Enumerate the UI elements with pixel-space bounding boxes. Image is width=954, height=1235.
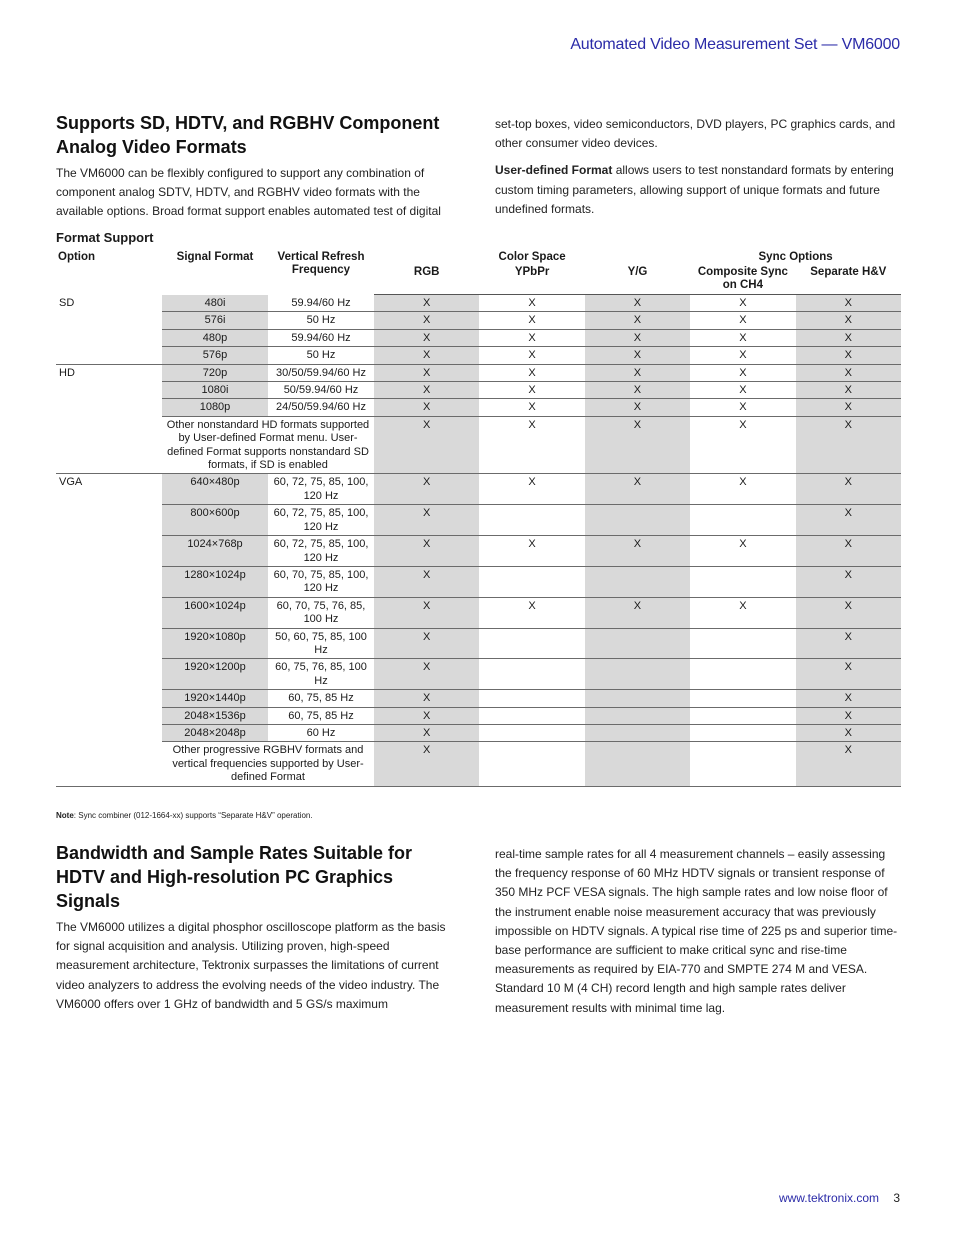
table-row <box>56 724 901 741</box>
cell-composite-sync <box>690 707 795 724</box>
cell-vertical-refresh: 50 Hz <box>268 347 374 364</box>
cell-composite-sync <box>690 566 795 597</box>
cell-vertical-refresh: 60, 75, 85 Hz <box>268 707 374 724</box>
cell-composite-sync: X <box>690 295 795 312</box>
cell-signal-format: 576p <box>162 347 268 364</box>
user-defined-format-term: User-defined Format <box>495 163 613 178</box>
cell-option: SD <box>56 295 162 312</box>
table-row <box>56 659 901 690</box>
cell-composite-sync <box>690 742 795 786</box>
cell-composite-sync: X <box>690 597 795 628</box>
cell-option <box>56 628 162 659</box>
cell-yg: X <box>585 347 690 364</box>
cell-rgb: X <box>374 364 479 381</box>
cell-separate-hv: X <box>796 364 901 381</box>
cell-vertical-refresh: 60, 75, 85 Hz <box>268 690 374 707</box>
cell-separate-hv: X <box>796 399 901 416</box>
section2-right-paragraph: real-time sample rates for all 4 measurement channels – easily assessing the frequency response of 60 MHz HDTV signals or transient response of 350 MHz PCF VESA signals. The high sample rates and low noise floor of the instrument enable noise measurement accuracy that was previously impossible on HDTV signals. A typical rise time of 225 ps and superior time-base performance are sufficient to make critical sync and rise-time measurements as required by EIA-770 and SMPTE 274 M and VESA. Standard 10 M (4 CH) record length and high sample rates deliver measurement results with minimal time lag. <box>495 847 898 1015</box>
table-row <box>56 597 901 628</box>
cell-rgb: X <box>374 742 479 786</box>
cell-option <box>56 505 162 536</box>
cell-signal-format: 1080p <box>162 399 268 416</box>
header-ypbpr: YPbPr <box>479 265 584 295</box>
cell-separate-hv: X <box>796 382 901 399</box>
cell-ypbpr: X <box>479 364 584 381</box>
cell-option <box>56 742 162 786</box>
header-composite-sync: Composite Sync on CH4 <box>690 265 795 295</box>
cell-vertical-refresh: 60, 75, 76, 85, 100 Hz <box>268 659 374 690</box>
cell-rgb: X <box>374 566 479 597</box>
cell-ypbpr <box>479 505 584 536</box>
table-row <box>56 536 901 567</box>
cell-signal-format: 1600×1024p <box>162 597 268 628</box>
cell-rgb: X <box>374 382 479 399</box>
format-support-table <box>56 250 901 787</box>
cell-signal-format: 1920×1200p <box>162 659 268 690</box>
cell-yg: X <box>585 474 690 505</box>
table-row <box>56 347 901 364</box>
cell-composite-sync: X <box>690 312 795 329</box>
page-number: 3 <box>893 1191 900 1205</box>
cell-option <box>56 536 162 567</box>
cell-vertical-refresh: 30/50/59.94/60 Hz <box>268 364 374 381</box>
cell-rgb: X <box>374 505 479 536</box>
cell-ypbpr <box>479 628 584 659</box>
table-row <box>56 742 901 786</box>
section1-right-paragraph-2 <box>495 161 905 219</box>
cell-separate-hv: X <box>796 416 901 474</box>
header-vertical-refresh: Vertical Refresh Frequency <box>277 251 365 276</box>
cell-yg <box>585 724 690 741</box>
section2-left-paragraph: The VM6000 utilizes a digital phosphor oscilloscope platform as the basis for signal acquisition and analysis. Utilizing proven, high-speed measurement architecture, Tektronix surpasses the limitations of current video analyzers to address the evolving needs of the video industry. The VM6000 offers over 1 GHz of bandwidth and 5 GS/s maximum <box>56 920 446 1011</box>
cell-option <box>56 690 162 707</box>
cell-yg: X <box>585 536 690 567</box>
cell-signal-format: 640×480p <box>162 474 268 505</box>
cell-rgb: X <box>374 628 479 659</box>
cell-option <box>56 566 162 597</box>
cell-signal-format-note: Other progressive RGBHV formats and vertical frequencies supported by User-defined Format <box>162 742 374 786</box>
cell-yg <box>585 628 690 659</box>
cell-signal-format: 720p <box>162 364 268 381</box>
cell-option <box>56 416 162 474</box>
cell-ypbpr: X <box>479 382 584 399</box>
cell-ypbpr: X <box>479 474 584 505</box>
cell-signal-format: 1280×1024p <box>162 566 268 597</box>
cell-signal-format: 800×600p <box>162 505 268 536</box>
cell-vertical-refresh: 60, 72, 75, 85, 100, 120 Hz <box>268 474 374 505</box>
cell-rgb: X <box>374 690 479 707</box>
cell-separate-hv: X <box>796 566 901 597</box>
cell-separate-hv: X <box>796 295 901 312</box>
table-row <box>56 295 901 312</box>
cell-signal-format: 1024×768p <box>162 536 268 567</box>
table-row <box>56 707 901 724</box>
cell-vertical-refresh: 60, 70, 75, 76, 85, 100 Hz <box>268 597 374 628</box>
cell-yg <box>585 707 690 724</box>
cell-separate-hv: X <box>796 329 901 346</box>
cell-rgb: X <box>374 312 479 329</box>
cell-ypbpr <box>479 724 584 741</box>
cell-separate-hv: X <box>796 628 901 659</box>
table-note <box>56 811 313 820</box>
cell-separate-hv: X <box>796 707 901 724</box>
cell-composite-sync <box>690 724 795 741</box>
cell-option <box>56 329 162 346</box>
cell-option <box>56 347 162 364</box>
table-row <box>56 329 901 346</box>
note-label: Note <box>56 811 74 820</box>
cell-vertical-refresh: 50 Hz <box>268 312 374 329</box>
format-support-title: Format Support <box>56 230 154 245</box>
table-row <box>56 382 901 399</box>
cell-option <box>56 724 162 741</box>
cell-rgb: X <box>374 474 479 505</box>
cell-signal-format: 2048×2048p <box>162 724 268 741</box>
cell-rgb: X <box>374 399 479 416</box>
cell-yg: X <box>585 416 690 474</box>
cell-rgb: X <box>374 659 479 690</box>
cell-ypbpr: X <box>479 347 584 364</box>
cell-yg <box>585 690 690 707</box>
cell-rgb: X <box>374 416 479 474</box>
header-separate-hv: Separate H&V <box>796 265 901 295</box>
cell-option <box>56 659 162 690</box>
cell-ypbpr: X <box>479 312 584 329</box>
table-row <box>56 566 901 597</box>
table-row <box>56 505 901 536</box>
cell-composite-sync: X <box>690 474 795 505</box>
cell-separate-hv: X <box>796 690 901 707</box>
cell-option <box>56 707 162 724</box>
cell-composite-sync: X <box>690 399 795 416</box>
cell-composite-sync: X <box>690 329 795 346</box>
cell-vertical-refresh: 59.94/60 Hz <box>268 295 374 312</box>
cell-yg <box>585 505 690 536</box>
cell-composite-sync: X <box>690 364 795 381</box>
cell-ypbpr: X <box>479 536 584 567</box>
cell-ypbpr: X <box>479 597 584 628</box>
header-rgb: RGB <box>374 265 479 295</box>
cell-rgb: X <box>374 597 479 628</box>
cell-composite-sync: X <box>690 416 795 474</box>
cell-separate-hv: X <box>796 536 901 567</box>
cell-vertical-refresh: 60, 72, 75, 85, 100, 120 Hz <box>268 505 374 536</box>
cell-yg <box>585 742 690 786</box>
cell-yg <box>585 566 690 597</box>
cell-ypbpr <box>479 690 584 707</box>
cell-rgb: X <box>374 724 479 741</box>
cell-signal-format: 480p <box>162 329 268 346</box>
cell-ypbpr <box>479 659 584 690</box>
cell-yg: X <box>585 382 690 399</box>
cell-rgb: X <box>374 347 479 364</box>
cell-option <box>56 382 162 399</box>
table-row <box>56 312 901 329</box>
cell-separate-hv: X <box>796 505 901 536</box>
cell-ypbpr <box>479 707 584 724</box>
document-header-title: Automated Video Measurement Set — VM6000 <box>570 36 900 53</box>
cell-signal-format: 576i <box>162 312 268 329</box>
cell-vertical-refresh: 60, 72, 75, 85, 100, 120 Hz <box>268 536 374 567</box>
cell-option <box>56 312 162 329</box>
header-yg: Y/G <box>585 265 690 295</box>
cell-yg: X <box>585 329 690 346</box>
cell-separate-hv: X <box>796 597 901 628</box>
cell-rgb: X <box>374 536 479 567</box>
cell-vertical-refresh: 50/59.94/60 Hz <box>268 382 374 399</box>
header-sync-options: Sync Options <box>758 251 833 263</box>
cell-composite-sync: X <box>690 347 795 364</box>
section1-left-paragraph: The VM6000 can be flexibly configured to support any combination of component analog SDTV, HDTV, and RGBHV video formats with the available options. Broad format support enables automated test of digital <box>56 166 441 219</box>
section2-right-column <box>495 845 905 1018</box>
section1-heading: Supports SD, HDTV, and RGBHV Component Analog Video Formats <box>56 113 440 157</box>
cell-composite-sync: X <box>690 536 795 567</box>
cell-yg: X <box>585 399 690 416</box>
table-row <box>56 416 901 474</box>
table-row <box>56 690 901 707</box>
cell-ypbpr: X <box>479 295 584 312</box>
section1-right-paragraph-1: set-top boxes, video semiconductors, DVD players, PC graphics cards, and other consumer video devices. <box>495 117 896 151</box>
cell-ypbpr <box>479 742 584 786</box>
table-row <box>56 474 901 505</box>
cell-composite-sync <box>690 505 795 536</box>
cell-yg: X <box>585 364 690 381</box>
cell-option <box>56 399 162 416</box>
cell-rgb: X <box>374 707 479 724</box>
cell-yg: X <box>585 597 690 628</box>
cell-signal-format: 1920×1080p <box>162 628 268 659</box>
cell-vertical-refresh: 50, 60, 75, 85, 100 Hz <box>268 628 374 659</box>
cell-rgb: X <box>374 295 479 312</box>
cell-composite-sync <box>690 628 795 659</box>
cell-signal-format: 2048×1536p <box>162 707 268 724</box>
cell-yg: X <box>585 295 690 312</box>
cell-separate-hv: X <box>796 659 901 690</box>
user-defined-format-description: allows users to test nonstandard formats by entering custom timing parameters, allowing support of unique formats and future undefined formats. <box>495 163 894 216</box>
cell-yg <box>585 659 690 690</box>
cell-separate-hv: X <box>796 347 901 364</box>
cell-ypbpr: X <box>479 399 584 416</box>
cell-signal-format: 480i <box>162 295 268 312</box>
table-row <box>56 364 901 381</box>
format-table-body <box>56 295 901 787</box>
cell-composite-sync <box>690 659 795 690</box>
footer-website-link[interactable]: www.tektronix.com <box>778 1191 879 1205</box>
cell-rgb: X <box>374 329 479 346</box>
header-signal-format: Signal Format <box>176 251 254 263</box>
cell-vertical-refresh: 60 Hz <box>268 724 374 741</box>
section1-right-column <box>495 115 905 219</box>
cell-separate-hv: X <box>796 312 901 329</box>
section1-left-column <box>56 111 451 222</box>
section2-heading: Bandwidth and Sample Rates Suitable for HDTV and High-resolution PC Graphics Signals <box>56 843 413 911</box>
note-text: : Sync combiner (012-1664-xx) supports “Separate H&V” operation. <box>73 811 313 820</box>
header-option: Option <box>58 251 96 263</box>
table-row <box>56 399 901 416</box>
cell-yg: X <box>585 312 690 329</box>
cell-composite-sync: X <box>690 382 795 399</box>
cell-separate-hv: X <box>796 724 901 741</box>
table-row <box>56 628 901 659</box>
cell-option: HD <box>56 364 162 381</box>
header-color-space: Color Space <box>498 251 566 263</box>
cell-vertical-refresh: 60, 70, 75, 85, 100, 120 Hz <box>268 566 374 597</box>
cell-vertical-refresh: 59.94/60 Hz <box>268 329 374 346</box>
cell-separate-hv: X <box>796 474 901 505</box>
cell-signal-format: 1080i <box>162 382 268 399</box>
section2-left-column <box>56 841 451 1014</box>
cell-signal-format: 1920×1440p <box>162 690 268 707</box>
cell-signal-format-note: Other nonstandard HD formats supported by User-defined Format menu. User-defined Format supports nonstandard SD formats, if SD is enabled <box>162 416 374 474</box>
cell-option <box>56 597 162 628</box>
cell-separate-hv: X <box>796 742 901 786</box>
cell-option: VGA <box>56 474 162 505</box>
cell-vertical-refresh: 24/50/59.94/60 Hz <box>268 399 374 416</box>
cell-ypbpr <box>479 566 584 597</box>
cell-composite-sync <box>690 690 795 707</box>
cell-ypbpr: X <box>479 329 584 346</box>
cell-ypbpr: X <box>479 416 584 474</box>
